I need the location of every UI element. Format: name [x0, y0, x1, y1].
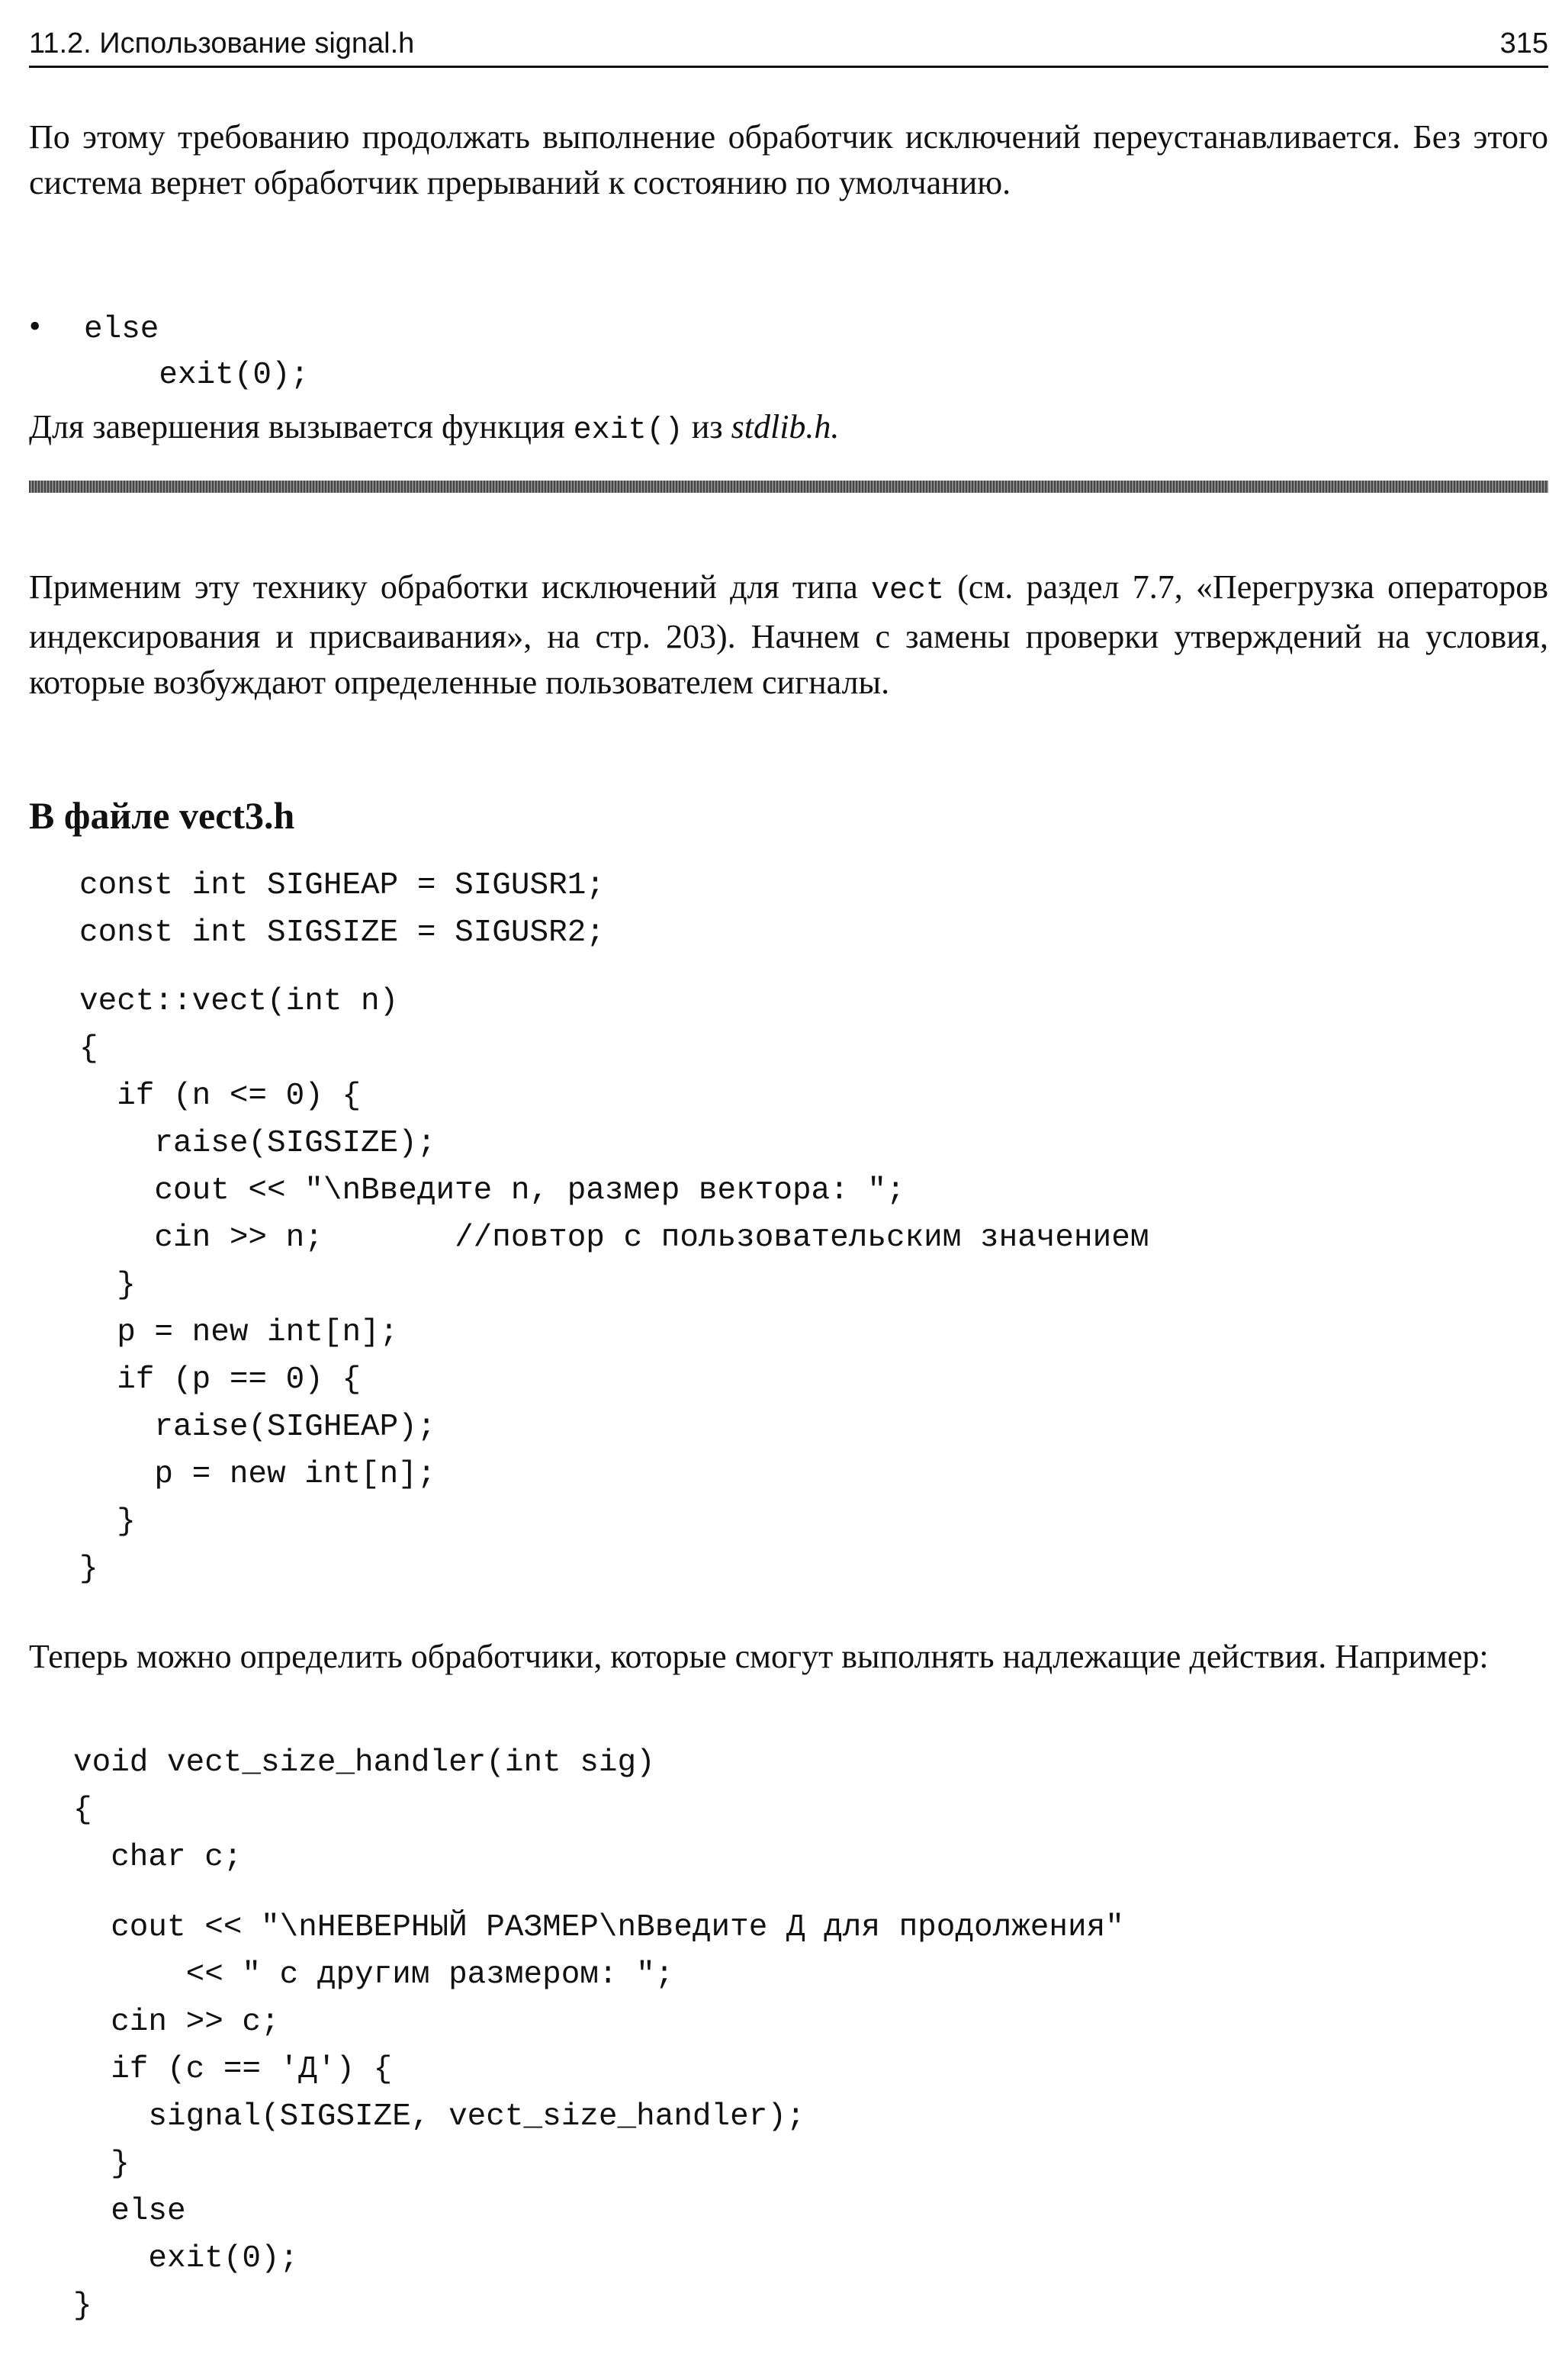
code-line: {	[79, 1031, 98, 1066]
file-heading: В файле vect3.h	[29, 794, 295, 837]
code-line: if (p == 0) {	[79, 1362, 362, 1397]
code-line: }	[79, 1504, 136, 1539]
code-line: }	[73, 2288, 92, 2324]
code-line: }	[73, 2147, 130, 2182]
code-line: char c;	[73, 1840, 243, 1875]
text-run: Для завершения вызывается функция	[29, 408, 574, 445]
paragraph-handlers: Теперь можно определить обработчики, которые смогут выполнять надлежащие действия. Например:	[29, 1638, 1489, 1675]
inline-code: exit()	[573, 413, 683, 448]
paragraph-technique	[29, 564, 1548, 706]
inline-code: vect	[871, 574, 945, 608]
italic-text: stdlib.h.	[731, 408, 840, 445]
paragraph-handler-reset: По этому требованию продолжать выполнение обработчик исключений переустанавливается. Без этого система вернет обработчик прерываний к состоянию по умолчанию.	[29, 118, 1548, 201]
code-line: << " с другим размером: ";	[73, 1957, 674, 1992]
section-title: 11.2. Использование signal.h	[29, 27, 415, 60]
code-line-blank	[73, 1881, 1124, 1904]
code-line: p = new int[n];	[79, 1315, 399, 1350]
code-line: p = new int[n];	[79, 1457, 436, 1492]
text-run: Применим эту технику обработки исключений для типа	[29, 568, 872, 606]
code-line: exit(0);	[84, 358, 310, 393]
code-line: const int SIGHEAP = SIGUSR1;	[79, 868, 605, 903]
code-line: raise(SIGHEAP);	[79, 1410, 436, 1445]
code-line: void vect_size_handler(int sig)	[73, 1745, 655, 1780]
code-line: cin >> c;	[73, 2005, 280, 2040]
code-line: signal(SIGSIZE, vect_size_handler);	[73, 2099, 805, 2134]
code-line: cin >> n; //повтор с пользовательским значением	[79, 1221, 1149, 1256]
code-line: else	[84, 312, 159, 347]
code-line: raise(SIGSIZE);	[79, 1126, 436, 1161]
bullet-icon: •	[29, 307, 41, 345]
code-line: vect::vect(int n)	[79, 984, 399, 1019]
code-line: }	[79, 1268, 136, 1303]
text-run: (см. раздел 7.7, «Перегрузка операторов индексирования и присваивания», на стр. 203). Начнем с замены проверки утверждений на условия, которые возбуждают определенные пользователем сигналы.	[29, 568, 1549, 701]
page-number: 315	[1499, 27, 1548, 60]
section-divider	[29, 481, 1548, 493]
bullet-code	[84, 307, 309, 398]
code-line: if (n <= 0) {	[79, 1079, 362, 1114]
code-line: if (c == 'Д') {	[73, 2052, 393, 2087]
code-block-handler	[73, 1739, 1124, 2330]
code-line-blank	[79, 957, 1149, 978]
code-line: }	[79, 1552, 98, 1587]
running-header	[29, 23, 1548, 68]
code-line: cout << "\nНЕВЕРНЫЙ РАЗМЕР\nВведите Д для продолжения"	[73, 1910, 1124, 1945]
code-line: cout << "\nВведите n, размер вектора: ";	[79, 1173, 905, 1208]
text-run: из	[683, 408, 731, 445]
paragraph-exit	[29, 404, 1548, 454]
code-block-vect	[79, 862, 1149, 1593]
code-line: const int SIGSIZE = SIGUSR2;	[79, 915, 605, 950]
code-line: else	[73, 2194, 186, 2229]
code-line: exit(0);	[73, 2241, 299, 2276]
code-line: {	[73, 1793, 92, 1828]
